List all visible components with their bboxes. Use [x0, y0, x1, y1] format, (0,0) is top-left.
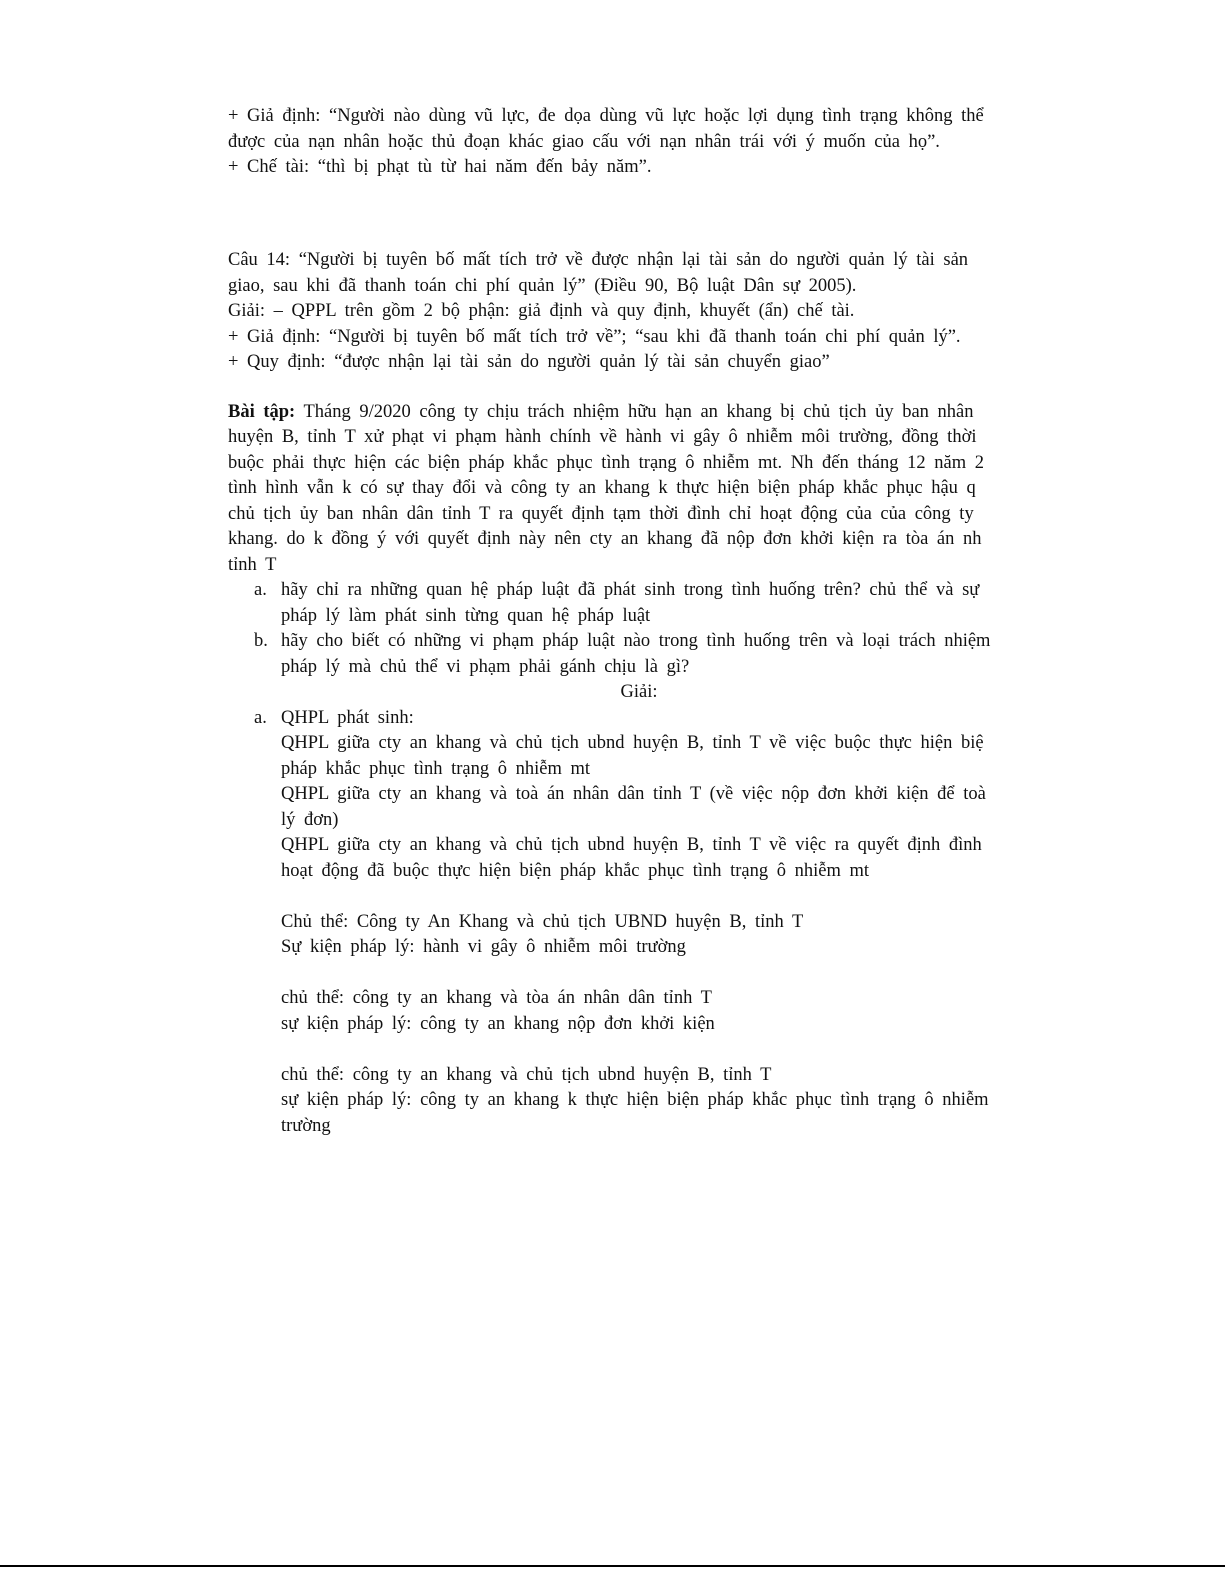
spacer: [228, 1037, 1050, 1063]
group-3-su-kien-line-2: trường: [281, 1115, 331, 1136]
bai-tap-line-1-text: Tháng 9/2020 công ty chịu trách nhiệm hữu hạn an khang bị chủ tịch ủy ban nhân: [295, 401, 974, 422]
bai-tap-line-3: buộc phải thực hiện các biện pháp khắc phục tình trạng ô nhiễm mt. Nh đến tháng 12 năm 2: [228, 452, 984, 473]
page-bottom-border: [0, 1565, 1225, 1567]
spacer: [228, 376, 1050, 388]
question-b-line-1: [228, 629, 1050, 655]
qhpl-1-line-2: pháp khắc phục tình trạng ô nhiễm mt: [281, 758, 591, 779]
bai-tap-line-5: chủ tịch ủy ban nhân dân tỉnh T ra quyết định tạm thời đình chỉ hoạt động của của công ty: [228, 503, 974, 524]
qhpl-2-line-2: lý đơn): [281, 809, 339, 830]
cau14-quy-dinh: + Quy định: “được nhận lại tài sản do người quản lý tài sản chuyển giao”: [228, 352, 830, 372]
question-b-text-1: hãy cho biết có những vi phạm pháp luật nào trong tình huống trên và loại trách nhiệm: [281, 631, 991, 651]
question-a-label: a.: [254, 580, 267, 600]
spacer: [228, 884, 1050, 910]
question-a-text-1: hãy chỉ ra những quan hệ pháp luật đã phát sinh trong tình huống trên? chủ thể và sự: [281, 580, 980, 600]
group-2-su-kien: sự kiện pháp lý: công ty an khang nộp đơn khởi kiện: [281, 1013, 715, 1034]
qhpl-3-line-2: hoạt động đã buộc thực hiện biện pháp khắc phục tình trạng ô nhiễm mt: [281, 860, 870, 881]
cau14-gia-dinh: + Giả định: “Người bị tuyên bố mất tích trở về”; “sau khi đã thanh toán chi phí quản lý”.: [228, 326, 961, 347]
spacer: [228, 223, 1050, 249]
giai-title: Giải:: [620, 682, 658, 702]
bai-tap-line-4: tình hình vẫn k có sự thay đổi và công ty an khang k thực hiện biện pháp khắc phục hậu q: [228, 478, 976, 498]
answer-a-label: a.: [254, 707, 267, 728]
question-a-line-2: pháp lý làm phát sinh từng quan hệ pháp luật: [281, 605, 651, 626]
qhpl-1-line-1: QHPL giữa cty an khang và chủ tịch ubnd huyện B, tỉnh T về việc buộc thực hiện biệ: [281, 733, 984, 753]
question-a-line-1: [228, 578, 1050, 604]
bai-tap-heading: Bài tập:: [228, 401, 296, 422]
cau14-line-2: giao, sau khi đã thanh toán chi phí quản lý” (Điều 90, Bộ luật Dân sự 2005).: [228, 275, 857, 296]
bai-tap-line-7: tỉnh T: [228, 554, 277, 575]
intro-gia-dinh-line-2: được của nạn nhân hoặc thủ đoạn khác giao cấu với nạn nhân trái với ý muốn của họ”.: [228, 131, 940, 152]
cau14-giai: Giải: – QPPL trên gồm 2 bộ phận: giả định và quy định, khuyết (ẩn) chế tài.: [228, 301, 855, 321]
group-2-chu-the: chủ thể: công ty an khang và tòa án nhân dân tỉnh T: [281, 988, 712, 1008]
bai-tap-line-6: khang. do k đồng ý với quyết định này nên cty an khang đã nộp đơn khởi kiện ra tòa án nh: [228, 529, 982, 549]
question-b-label: b.: [254, 631, 268, 651]
answer-a-heading: [228, 706, 1050, 732]
question-b-line-2: pháp lý mà chủ thể vi phạm phải gánh chịu là gì?: [281, 656, 690, 677]
group-1-chu-the: Chủ thể: Công ty An Khang và chủ tịch UBND huyện B, tỉnh T: [281, 911, 804, 932]
cau14-line-1: Câu 14: “Người bị tuyên bố mất tích trở về được nhận lại tài sản do người quản lý tài sản: [228, 250, 969, 270]
answer-a-heading-text: QHPL phát sinh:: [281, 707, 414, 728]
spacer: [228, 181, 1050, 223]
intro-gia-dinh-line-1: + Giả định: “Người nào dùng vũ lực, đe dọa dùng vũ lực hoặc lợi dụng tình trạng không thể: [228, 106, 984, 126]
qhpl-3-line-1: QHPL giữa cty an khang và chủ tịch ubnd huyện B, tỉnh T về việc ra quyết định đình: [281, 835, 982, 855]
spacer: [228, 388, 1050, 400]
group-3-su-kien-line-1: sự kiện pháp lý: công ty an khang k thực hiện biện pháp khắc phục tình trạng ô nhiễm: [281, 1090, 989, 1110]
document-page: [228, 104, 1050, 1164]
bai-tap-line-1: [228, 400, 1050, 426]
group-1-su-kien: Sự kiện pháp lý: hành vi gây ô nhiễm môi trường: [281, 937, 686, 957]
spacer: [228, 961, 1050, 987]
bai-tap-line-2: huyện B, tỉnh T xử phạt vi phạm hành chính về hành vi gây ô nhiễm môi trường, đồng thời: [228, 427, 977, 447]
intro-che-tai: + Chế tài: “thì bị phạt tù từ hai năm đến bảy năm”.: [228, 157, 652, 177]
qhpl-2-line-1: QHPL giữa cty an khang và toà án nhân dân tỉnh T (về việc nộp đơn khởi kiện để toà: [281, 784, 986, 804]
group-3-chu-the: chủ thể: công ty an khang và chủ tịch ubnd huyện B, tỉnh T: [281, 1064, 772, 1085]
